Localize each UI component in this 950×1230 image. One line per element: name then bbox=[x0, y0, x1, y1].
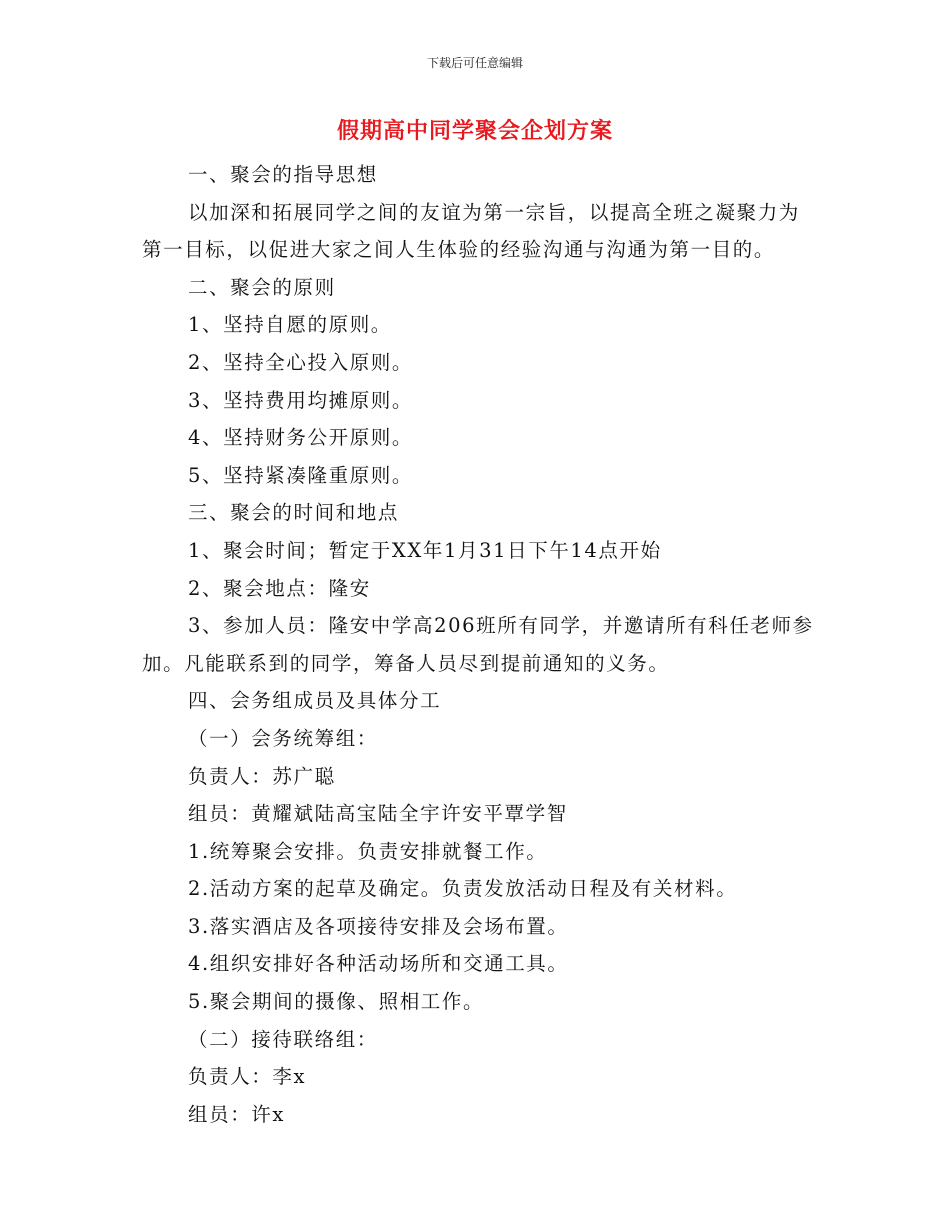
heading-team: 四、会务组成员及具体分工 bbox=[188, 689, 442, 713]
document-body bbox=[142, 156, 814, 1133]
subheading-reception-group: （二）接待联络组： bbox=[188, 1027, 378, 1051]
reception-leader: 负责人：李x bbox=[188, 1065, 307, 1089]
heading-time-place: 三、聚会的时间和地点 bbox=[188, 501, 400, 525]
duty-item: 5.聚会期间的摄像、照相工作。 bbox=[188, 990, 485, 1014]
heading-guiding-idea: 一、聚会的指导思想 bbox=[188, 163, 378, 186]
principle-item: 3、坚持费用均摊原则。 bbox=[188, 388, 414, 412]
principle-item: 4、坚持财务公开原则。 bbox=[188, 426, 414, 450]
duty-item: 2.活动方案的起草及确定。负责发放活动日程及有关材料。 bbox=[188, 877, 738, 901]
document-title: 假期高中同学聚会企划方案 bbox=[336, 118, 613, 144]
time-item: 1、聚会时间；暂定于XX年1月31日下午14点开始 bbox=[188, 538, 662, 562]
principle-item: 1、坚持自愿的原则。 bbox=[188, 313, 392, 337]
duty-item: 4.组织安排好各种活动场所和交通工具。 bbox=[188, 952, 569, 976]
coordination-members: 组员：黄耀斌陆高宝陆全宇许安平覃学智 bbox=[188, 802, 568, 826]
heading-principles: 二、聚会的原则 bbox=[188, 275, 336, 299]
place-item: 2、聚会地点：隆安 bbox=[188, 576, 371, 600]
participants-item: 3、参加人员：隆安中学高206班所有同学，并邀请所有科任老师参加。凡能联系到的同学，筹备人员尽到提前通知的义务。 bbox=[142, 614, 814, 675]
duty-item: 3.落实酒店及各项接待安排及会场布置。 bbox=[188, 914, 569, 938]
coordination-leader: 负责人：苏广聪 bbox=[188, 764, 336, 788]
principle-item: 5、坚持紧凑隆重原则。 bbox=[188, 463, 414, 487]
reception-members: 组员：许x bbox=[188, 1102, 285, 1126]
subheading-coordination-group: （一）会务统筹组： bbox=[188, 726, 378, 750]
duty-item: 1.统筹聚会安排。负责安排就餐工作。 bbox=[188, 839, 548, 863]
principle-item: 2、坚持全心投入原则。 bbox=[188, 350, 414, 374]
header-note: 下载后可任意编辑 bbox=[426, 56, 523, 70]
paragraph-guiding-idea: 以加深和拓展同学之间的友谊为第一宗旨，以提高全班之凝聚力为第一目标，以促进大家之间人生体验的经验沟通与沟通为第一目的。 bbox=[142, 200, 800, 262]
